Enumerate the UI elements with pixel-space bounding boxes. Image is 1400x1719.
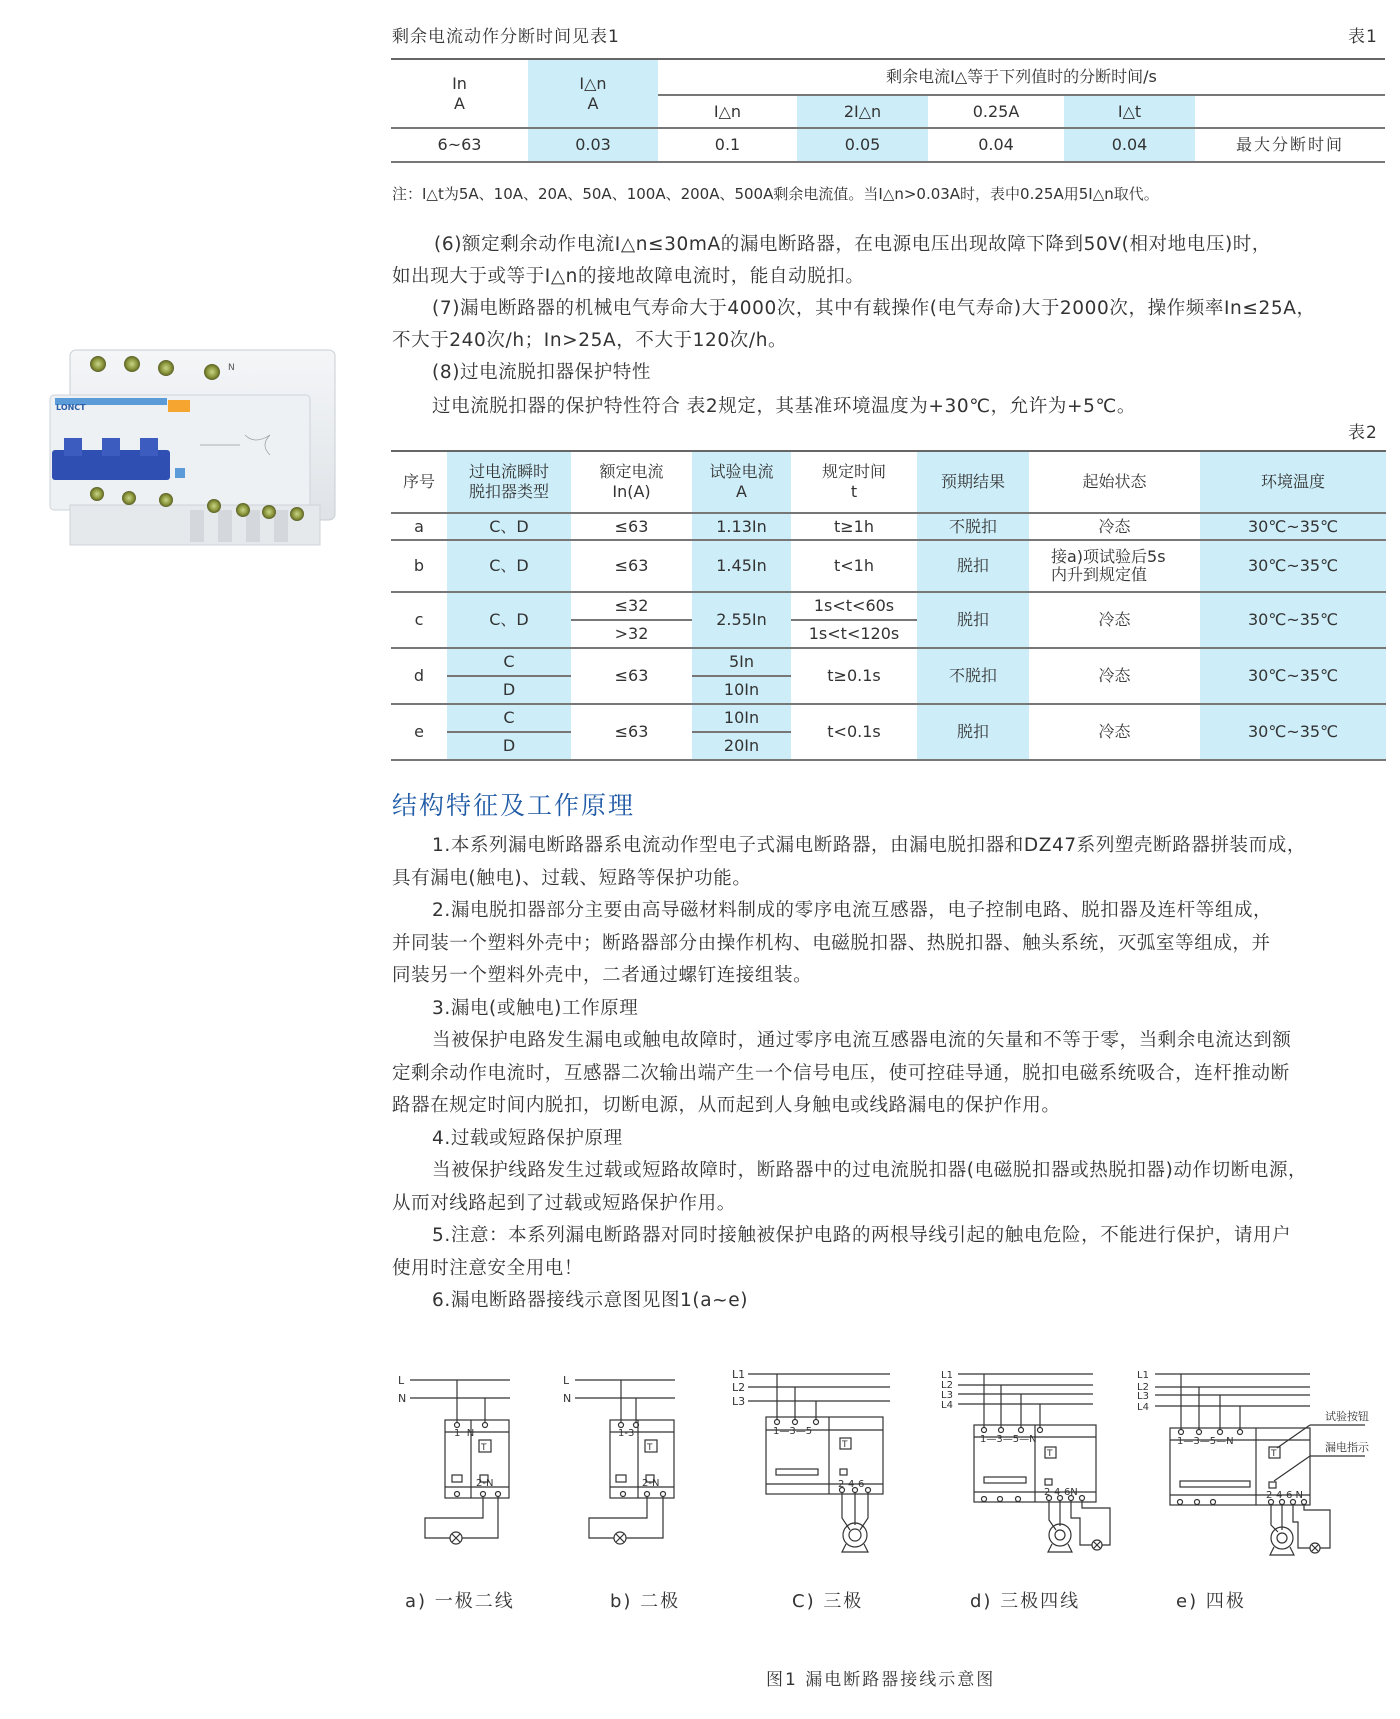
diagram-c — [748, 1374, 890, 1552]
paragraph-6a — [392, 229, 1392, 261]
cell-type-lower: D — [447, 675, 571, 703]
header-line: In(A) — [612, 482, 651, 501]
cell-type-upper: C — [503, 708, 515, 727]
terminal-label: 1—3—5—N — [980, 1434, 1037, 1445]
terminal-label: 2-4-6 — [838, 1479, 865, 1490]
header-line: 起始状态 — [1082, 472, 1147, 491]
table-row — [391, 704, 1386, 760]
terminal-label: 2-4-6 N — [1266, 1490, 1303, 1501]
cell-result: 不脱扣 — [917, 648, 1029, 704]
cell-test: 1.13In — [692, 513, 791, 540]
cell-id: a — [391, 513, 447, 540]
cell-state: 冷态 — [1029, 648, 1200, 704]
section-line: 3.漏电(或触电)工作原理 — [432, 997, 639, 1019]
cell: 0.03 — [528, 128, 658, 162]
paragraph-8b — [392, 391, 1392, 423]
line-label: L — [563, 1374, 570, 1387]
line-label: L4 — [1137, 1402, 1149, 1413]
test-glyph: T — [481, 1443, 487, 1453]
header-in-line2: A — [454, 93, 465, 113]
header-line: 脱扣器类型 — [468, 482, 549, 501]
section-line: 6.漏电断路器接线示意图见图1(a~e) — [432, 1290, 749, 1311]
section-line: 1.本系列漏电断路器系电流动作型电子式漏电断路器，由漏电脱扣器和DZ47系列塑壳断路器拼装而成， — [432, 835, 1306, 856]
table-row — [391, 648, 1386, 704]
line-label: L3 — [941, 1390, 953, 1401]
subheader-025a: 0.25A — [928, 95, 1064, 128]
subheader-idn: I△n — [658, 95, 797, 128]
cell-result: 脱扣 — [917, 540, 1029, 592]
cell-id: e — [391, 704, 447, 760]
section-line: 使用时注意安全用电！ — [392, 1257, 584, 1279]
header-idn — [528, 59, 658, 128]
table1-label: 表1 — [1348, 27, 1378, 47]
header-line: 规定时间 — [821, 462, 886, 481]
paragraph-6b: 如出现大于或等于I△n的接地故障电流时，能自动脱扣。 — [392, 266, 865, 287]
cell-result: 脱扣 — [917, 704, 1029, 760]
header-seq-text: 序号 — [402, 472, 435, 491]
cell-test: 1.45In — [692, 540, 791, 592]
subheader-empty — [1195, 95, 1385, 128]
test-glyph: T — [1047, 1449, 1053, 1459]
cell-temp: 30℃~35℃ — [1200, 513, 1386, 540]
cell-rated — [571, 592, 692, 648]
cell-rated: ≤63 — [571, 648, 692, 704]
diagram-b — [575, 1380, 675, 1544]
header-idn-line2: A — [587, 93, 599, 113]
header-line: 环境温度 — [1260, 472, 1325, 491]
cell-test-upper: 5In — [728, 652, 755, 671]
cell-test: 2.55In — [692, 592, 791, 648]
line-label: L2 — [732, 1381, 746, 1394]
terminal-n-label: N — [228, 363, 235, 373]
cell-temp: 30℃~35℃ — [1200, 704, 1386, 760]
cell-time-upper: 1s<t<60s — [813, 596, 895, 615]
test-button-annotation: 试验按钮 — [1325, 1410, 1369, 1423]
header-line: t — [850, 482, 858, 501]
terminal-label: 2-N — [642, 1478, 660, 1489]
header-line: 额定电流 — [599, 462, 664, 481]
section-line: 当被保护电路发生漏电或触电故障时，通过零序电流互感器电流的矢量和不等于零，当剩余电流达到额 — [432, 1030, 1292, 1051]
cell-state: 冷态 — [1029, 704, 1200, 760]
cell-time: t≥0.1s — [791, 648, 917, 704]
paragraph-8-text: (8)过电流脱扣器保护特性 — [432, 362, 652, 383]
line-label: N — [398, 1392, 407, 1405]
cell-test-lower: 10In — [692, 675, 791, 703]
cell: 0.1 — [658, 128, 797, 162]
cell-test — [692, 648, 791, 704]
paragraph-8b-text: 过电流脱扣器的保护特性符合 表2规定，其基准环境温度为+30℃，允许为+5℃。 — [432, 396, 1136, 417]
cell-state-line: 接a)项试验后5s — [1051, 547, 1166, 566]
cell-time: t≥1h — [791, 513, 917, 540]
table2 — [391, 450, 1386, 761]
header-group: 剩余电流I△等于下列值时的分断时间/s — [658, 59, 1385, 95]
line-label: L2 — [1137, 1382, 1149, 1393]
cell-rated-lower: >32 — [571, 619, 692, 647]
cell-time: t<0.1s — [791, 704, 917, 760]
diagram-d — [958, 1374, 1110, 1552]
paragraph-8 — [392, 357, 1392, 389]
section-line: 5.注意：本系列漏电断路器对同时接触被保护电路的两根导线引起的触电危险，不能进行保护，请用户 — [432, 1225, 1292, 1246]
header-temp — [1200, 451, 1386, 513]
table-row — [391, 540, 1386, 592]
line-label: L3 — [732, 1395, 746, 1408]
test-glyph: T — [647, 1443, 653, 1453]
cell-type — [447, 704, 571, 760]
brand-text: LONCT — [56, 403, 86, 412]
cell: 0.05 — [797, 128, 928, 162]
cell-test-lower: 20In — [692, 731, 791, 759]
table2-label: 表2 — [1348, 423, 1378, 443]
header-line: 试验电流 — [709, 462, 774, 481]
table-row — [391, 513, 1386, 540]
header-seq — [391, 451, 447, 513]
cell-time: t<1h — [791, 540, 917, 592]
cell: 6~63 — [391, 128, 528, 162]
line-label: N — [563, 1392, 572, 1405]
cell-time — [791, 592, 917, 648]
cell-rated: ≤63 — [571, 540, 692, 592]
table-row — [391, 592, 1386, 648]
cell-state — [1029, 540, 1200, 592]
leak-indicator-annotation: 漏电指示 — [1325, 1441, 1369, 1454]
cell-rated: ≤63 — [571, 513, 692, 540]
wiring-diagrams — [380, 1360, 1400, 1590]
terminal-label: 2-N — [476, 1478, 494, 1489]
cell-id: b — [391, 540, 447, 592]
cell-temp: 30℃~35℃ — [1200, 592, 1386, 648]
header-idn-line1: I△n — [579, 73, 607, 93]
paragraph-7b: 不大于240次/h；In>25A，不大于120次/h。 — [392, 330, 788, 351]
subheader-idt: I△t — [1064, 95, 1195, 128]
table1-title: 剩余电流动作分断时间见表1 — [392, 27, 620, 47]
diagram-caption-d: d) 三极四线 — [970, 1591, 1081, 1612]
cell-type: C、D — [447, 540, 571, 592]
section-line: 路器在规定时间内脱扣，切断电源，从而起到人身触电或线路漏电的保护作用。 — [392, 1095, 1061, 1116]
test-glyph: T — [1271, 1449, 1277, 1459]
diagram-caption-b: b) 二极 — [610, 1591, 681, 1612]
diagram-caption-a: a) 一极二线 — [405, 1591, 515, 1612]
cell-type: C、D — [447, 592, 571, 648]
cell: 最大分断时间 — [1195, 128, 1385, 162]
cell: 0.04 — [1064, 128, 1195, 162]
header-time — [791, 451, 917, 513]
paragraph-7a-text: (7)漏电断路器的机械电气寿命大于4000次，其中有载操作(电气寿命)大于2000次，操作频率In≤25A， — [432, 298, 1316, 319]
section-line: 从而对线路起到了过载或短路保护作用。 — [392, 1192, 736, 1214]
paragraph-6a-text: (6)额定剩余动作电流I△n≤30mA的漏电断路器，在电源电压出现故障下降到50V(相对地电压)时， — [434, 234, 1271, 255]
cell-id: d — [391, 648, 447, 704]
cell-state: 冷态 — [1029, 592, 1200, 648]
header-state — [1029, 451, 1200, 513]
header-line: A — [736, 482, 747, 501]
diagram-caption-e: e) 四极 — [1176, 1591, 1246, 1612]
section-line: 定剩余动作电流时，互感器二次输出端产生一个信号电压，使可控硅导通，脱扣电磁系统吸合，连杆推动断 — [392, 1062, 1290, 1084]
cell-id: c — [391, 592, 447, 648]
line-label: L2 — [941, 1380, 953, 1391]
cell-test — [692, 704, 791, 760]
cell-type-lower: D — [447, 731, 571, 759]
line-label: L3 — [1137, 1391, 1149, 1402]
cell-test-upper: 10In — [723, 708, 760, 727]
terminal-label: 1 N — [454, 1428, 475, 1439]
line-label: L1 — [1137, 1370, 1149, 1381]
diagram-a — [410, 1380, 510, 1544]
line-label: L4 — [941, 1400, 953, 1411]
section-line: 同装另一个塑料外壳中，二者通过螺钉连接组装。 — [392, 965, 813, 986]
terminal-label: 1—3—5 — [773, 1426, 813, 1437]
cell-time-lower: 1s<t<120s — [791, 619, 917, 647]
figure-caption: 图1 漏电断路器接线示意图 — [766, 1670, 996, 1690]
test-glyph: T — [842, 1440, 848, 1450]
section-line: 并同装一个塑料外壳中；断路器部分由操作机构、电磁脱扣器、热脱扣器、触头系统，灭弧室等组成，并 — [392, 932, 1271, 954]
header-in — [391, 59, 528, 128]
cell-type — [447, 648, 571, 704]
cell-result: 脱扣 — [917, 592, 1029, 648]
table2-header-row — [391, 451, 1386, 513]
cell-type-upper: C — [503, 652, 515, 671]
terminal-label: 1-3 — [618, 1428, 635, 1439]
cell-rated-upper: ≤32 — [614, 596, 649, 615]
cell-result: 不脱扣 — [917, 513, 1029, 540]
section-line: 当被保护线路发生过载或短路故障时，断路器中的过电流脱扣器(电磁脱扣器或热脱扣器)动作切断电源， — [432, 1160, 1308, 1181]
table-row — [391, 128, 1385, 162]
header-test-current — [692, 451, 791, 513]
cell: 0.04 — [928, 128, 1064, 162]
header-trip-type — [447, 451, 571, 513]
section-line: 2.漏电脱扣器部分主要由高导磁材料制成的零序电流互感器，电子控制电路、脱扣器及连杆等组成， — [432, 900, 1273, 921]
cell-rated: ≤63 — [571, 704, 692, 760]
paragraph-7a — [392, 293, 1392, 325]
line-label: L — [398, 1374, 405, 1387]
cell-type: C、D — [447, 513, 571, 540]
terminal-label: 2-4-6N — [1044, 1487, 1078, 1498]
subheader-2idn: 2I△n — [797, 95, 928, 128]
terminal-label: 1—3—5—N — [1177, 1436, 1234, 1447]
diagram-e — [1155, 1374, 1365, 1555]
header-in-line1: In — [452, 73, 467, 93]
cell-state-line: 内升到规定值 — [1051, 565, 1148, 584]
header-line: 过电流瞬时 — [468, 462, 549, 481]
product-image — [40, 340, 340, 550]
table1 — [391, 58, 1385, 163]
section-heading: 结构特征及工作原理 — [392, 791, 636, 820]
cell-temp: 30℃~35℃ — [1200, 648, 1386, 704]
line-label: L1 — [732, 1368, 746, 1381]
header-line: 预期结果 — [940, 472, 1005, 491]
cell-temp: 30℃~35℃ — [1200, 540, 1386, 592]
line-label: L1 — [941, 1370, 953, 1381]
table1-note: 注：I△t为5A、10A、20A、50A、100A、200A、500A剩余电流值。当I△n>0.03A时，表中0.25A用5I△n取代。 — [392, 185, 1159, 203]
header-rated-current — [571, 451, 692, 513]
section-line: 4.过载或短路保护原理 — [432, 1127, 623, 1149]
diagram-caption-c: C) 三极 — [792, 1591, 864, 1612]
section-line: 具有漏电(触电)、过载、短路等保护功能。 — [392, 867, 752, 889]
header-result — [917, 451, 1029, 513]
cell-state: 冷态 — [1029, 513, 1200, 540]
